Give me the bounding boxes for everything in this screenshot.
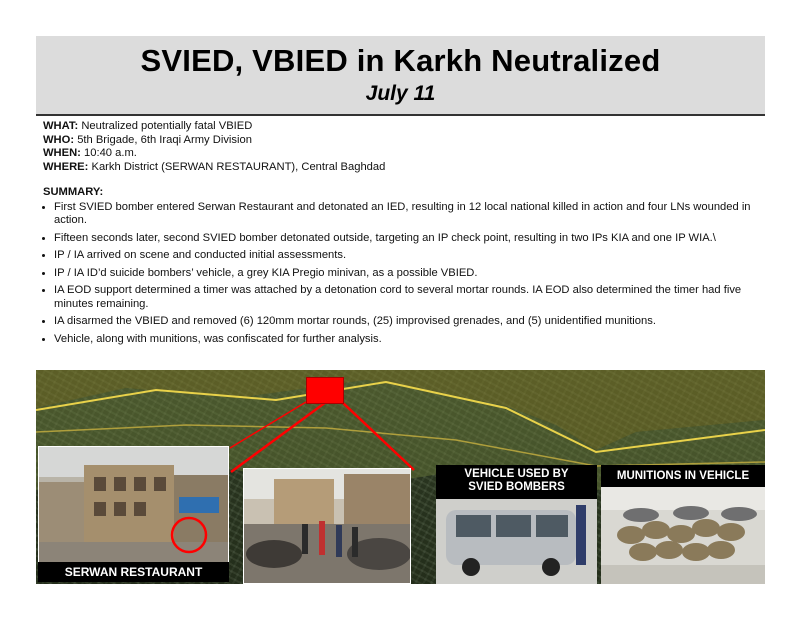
vehicle-caption-line1: VEHICLE USED BY <box>464 468 569 480</box>
summary-item: • IA EOD support determined a timer was attached by a detonation cord to several mortar rounds. IA EOD also determined the timer had five minutes remaining. <box>54 284 758 311</box>
summary-item: • First SVIED bomber entered Serwan Restaurant and detonated an IED, resulting in 12 local national killed in action and four LNs wounded in action. <box>54 201 758 228</box>
summary-list <box>43 201 758 347</box>
munitions-caption: MUNITIONS IN VEHICLE <box>601 465 765 487</box>
report-body <box>43 120 758 350</box>
vehicle-caption-line2: SVIED BOMBERS <box>468 481 565 493</box>
slide-title: SVIED, VBIED in Karkh Neutralized <box>140 43 661 78</box>
summary-item: • Fifteen seconds later, second SVIED bomber detonated outside, targeting an IP check point, resulting in two IPs KIA and one IP WIA.\ <box>54 232 758 246</box>
summary-item: • Vehicle, along with munitions, was confiscated for further analysis. <box>54 333 758 347</box>
vehicle-caption <box>436 465 597 499</box>
fact-where: WHERE: Karkh District (SERWAN RESTAURANT), Central Baghdad <box>43 160 386 173</box>
blast-scene-photo <box>243 468 411 584</box>
location-marker <box>306 377 344 404</box>
fact-list <box>43 120 758 174</box>
fact-when: WHEN: 10:40 a.m. <box>43 147 137 159</box>
slide-date: July 11 <box>365 82 436 105</box>
summary-item: • IP / IA arrived on scene and conducted initial assessments. <box>54 249 758 263</box>
fact-who: WHO: 5th Brigade, 6th Iraqi Army Division <box>43 133 252 146</box>
slide <box>36 36 765 584</box>
fact-what: WHAT: Neutralized potentially fatal VBIED <box>43 120 253 132</box>
blast-scene <box>244 469 411 584</box>
summary-item: • IA disarmed the VBIED and removed (6) 120mm mortar rounds, (25) improvised grenades, and (5) unidentified munitions. <box>54 315 758 329</box>
summary-item: • IP / IA ID’d suicide bombers’ vehicle, a grey KIA Pregio minivan, as a possible VBIED. <box>54 267 758 281</box>
slide-header <box>36 36 765 116</box>
aerial-map-image <box>36 370 765 584</box>
summary-heading: SUMMARY: <box>43 186 104 198</box>
munitions-photo <box>601 470 765 584</box>
restaurant-caption: SERWAN RESTAURANT <box>38 562 229 582</box>
munitions-scene <box>601 470 765 584</box>
